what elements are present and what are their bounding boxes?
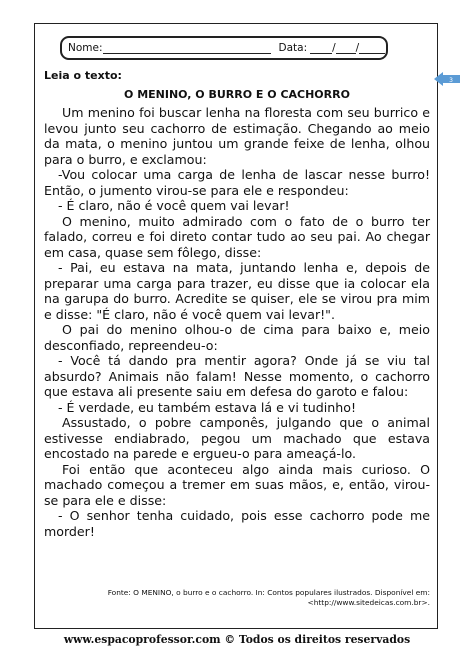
month-blank[interactable]	[336, 43, 356, 54]
paragraph: Um menino foi buscar lenha na floresta com seu burrico e levou junto seu cachorro de estimação. Chegando ao meio da mata, o menino juntou um grande feixe de lenha, olhou para o burro, e exclamou:	[44, 105, 430, 167]
paragraph: O pai do menino olhou-o de cima para baixo e, meio desconfiado, repreendeu-o:	[44, 322, 430, 353]
copyright-footer: www.espacoprofessor.com © Todos os direitos reservados	[63, 633, 411, 646]
day-blank[interactable]	[310, 43, 332, 54]
paragraph: Foi então que aconteceu algo ainda mais curioso. O machado começou a tremer em suas mãos, e, então, virou-se para ele e disse:	[44, 461, 430, 508]
page-arrow-icon	[434, 71, 460, 87]
source-link[interactable]: <http://www.sitedeicas.com.br>.	[307, 598, 430, 607]
page-number: 3	[449, 77, 453, 84]
paragraph: - O senhor tenha cuidado, pois esse cachorro pode me morder!	[44, 508, 430, 539]
year-blank[interactable]	[359, 43, 385, 54]
paragraph: O menino, muito admirado com o fato de o burro ter falado, correu e foi direto contar tudo ao seu pai. Ao chegar em casa, quase sem fôlego, disse:	[44, 213, 430, 260]
paragraph: - É claro, não é você quem vai levar!	[58, 198, 290, 213]
paragraph: - É verdade, eu também estava lá e vi tudinho!	[58, 399, 356, 415]
paragraph: -Vou colocar uma carga de lenha de lascar nesse burro! Então, o jumento virou-se para ele e respondeu:	[44, 167, 430, 198]
source-line: Fonte: O MENINO, o burro e o cachorro. In: Contos populares ilustrados. Disponível em:	[107, 588, 430, 597]
date-label: Data:	[278, 42, 308, 54]
instruction: Leia o texto:	[44, 69, 122, 82]
name-date-box: Nome: Data: / /	[60, 36, 388, 60]
paragraph: Assustado, o pobre camponês, julgando que o animal estivesse endiabrado, pegou um machado que estava encostado na parede e ergueu-o para ameaçá-lo.	[44, 415, 430, 461]
source-citation	[44, 588, 430, 608]
paragraph: - Você tá dando pra mentir agora? Onde já se viu tal absurdo? Animais não falam! Nesse momento, o cachorro que estava ali presente saiu em defesa do garoto e falou:	[44, 353, 430, 399]
paragraph: - Pai, eu estava na mata, juntando lenha e, depois de preparar uma carga para trazer, eu disse que ia colocar ela na garupa do burro. Acredite se quiser, ele se virou pra mim e disse: "É claro, não é você quem vai levar!".	[44, 260, 430, 322]
name-label: Nome:	[68, 42, 103, 54]
story-text	[44, 105, 430, 539]
name-blank[interactable]	[103, 43, 271, 54]
story-title: O MENINO, O BURRO E O CACHORRO	[124, 88, 350, 101]
